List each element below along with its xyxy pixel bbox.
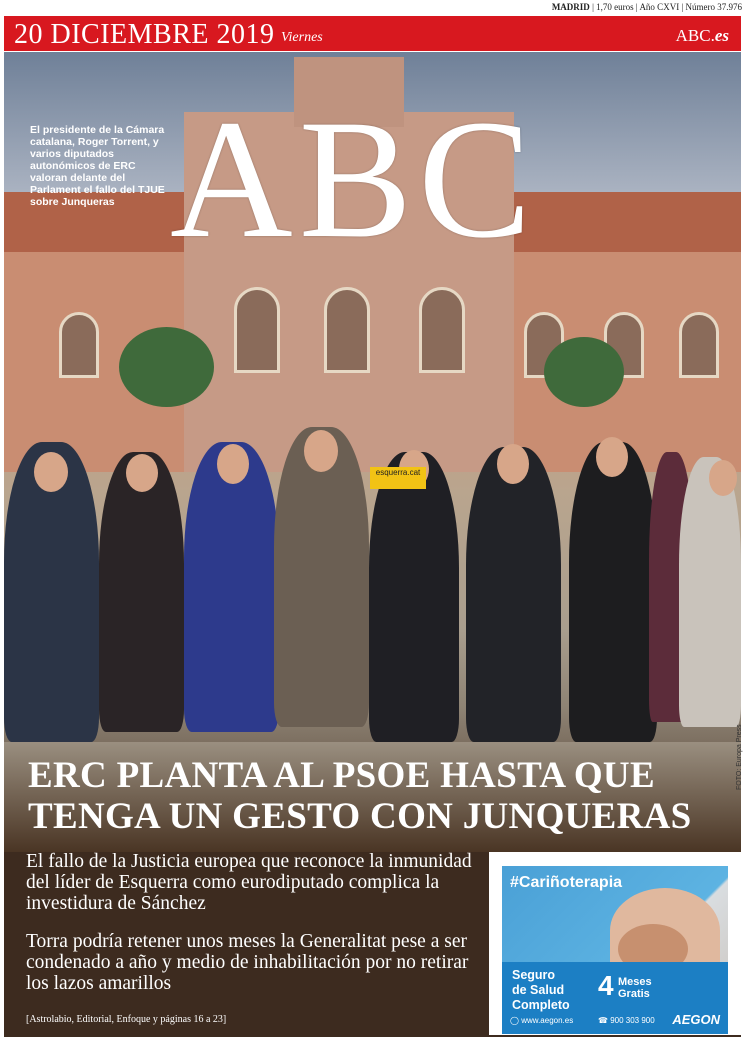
subheadline-1: El fallo de la Justicia europea que reconoce la inmunidad del líder de Esquerra como eurodiputado complica la investidura de Sánchez [26, 851, 472, 914]
window [419, 287, 465, 373]
issue-date: 20 DICIEMBRE 2019 [14, 19, 275, 50]
site-prefix: ABC. [675, 26, 715, 45]
subheadline-2: Torra podría retener unos meses la Generalitat pese a ser condenado a año y medio de inhabilitación por no retirar los lazos amarillos [26, 931, 469, 994]
face [596, 437, 628, 477]
ad-phone [598, 1016, 655, 1025]
ad-url[interactable] [510, 1016, 573, 1025]
window [324, 287, 370, 373]
photo-caption: El presidente de la Cámara catalana, Roger Torrent, y varios diputados autonómicos de ERC valoran delante del Parlament el fallo del TJUE sobre Junqueras [30, 124, 165, 208]
abc-logo: ABC [170, 85, 538, 273]
face [34, 452, 68, 492]
globe-icon: ◯ [510, 1016, 519, 1025]
person [369, 452, 459, 742]
face [304, 430, 338, 472]
person [679, 457, 741, 727]
ad-line-1: Seguro [512, 968, 556, 982]
headline-line-1: ERC PLANTA AL PSOE HASTA QUE [28, 755, 655, 796]
page-references: [Astrolabio, Editorial, Enfoque y páginas 16 a 23] [26, 1014, 227, 1025]
ad-months-number: 4 [598, 970, 614, 1001]
window [234, 287, 280, 373]
ad-brand-logo: AEGON [672, 1012, 720, 1027]
ad-months-l2: Gratis [618, 988, 650, 1000]
person [274, 427, 369, 727]
aegon-ad[interactable] [489, 852, 741, 1035]
year: Año CXVI [639, 2, 680, 12]
face [217, 444, 249, 484]
ad-line-3: Completo [512, 998, 570, 1012]
main-headline[interactable] [28, 755, 728, 837]
face [126, 454, 158, 492]
site-suffix: es [714, 26, 729, 45]
ad-product [512, 968, 570, 1013]
headline-line-2: TENGA UN GESTO CON JUNQUERAS [28, 796, 692, 837]
top-info-line: MADRID | 1,70 euros | Año CXVI | Número 37.976 [551, 2, 742, 12]
ad-panel [502, 866, 728, 1034]
podium-sign: esquerra.cat [370, 467, 426, 489]
face [497, 444, 529, 484]
person [99, 452, 184, 732]
person [466, 447, 561, 742]
window [59, 312, 99, 378]
person [569, 442, 657, 742]
ad-months-label [618, 976, 652, 1000]
issue-number: Número 37.976 [685, 2, 742, 12]
ad-phone-text: 900 303 900 [610, 1016, 655, 1025]
ad-line-2: de Salud [512, 983, 565, 997]
photo-credit: FOTO: Europa Press [736, 724, 743, 790]
site-link[interactable] [676, 26, 729, 46]
ad-months-l1: Meses [618, 976, 652, 988]
face [709, 460, 737, 496]
price: 1,70 euros [596, 2, 634, 12]
window [679, 312, 719, 378]
edition-city: MADRID [551, 2, 590, 12]
person [184, 442, 279, 732]
ad-url-text: www.aegon.es [521, 1016, 574, 1025]
date-bar [4, 16, 741, 51]
weekday: Viernes [281, 30, 323, 45]
cover-photo [4, 52, 741, 852]
ad-hashtag: #Cariñoterapia [510, 874, 623, 891]
phone-icon: ☎ [598, 1016, 608, 1025]
crowd [4, 382, 741, 782]
